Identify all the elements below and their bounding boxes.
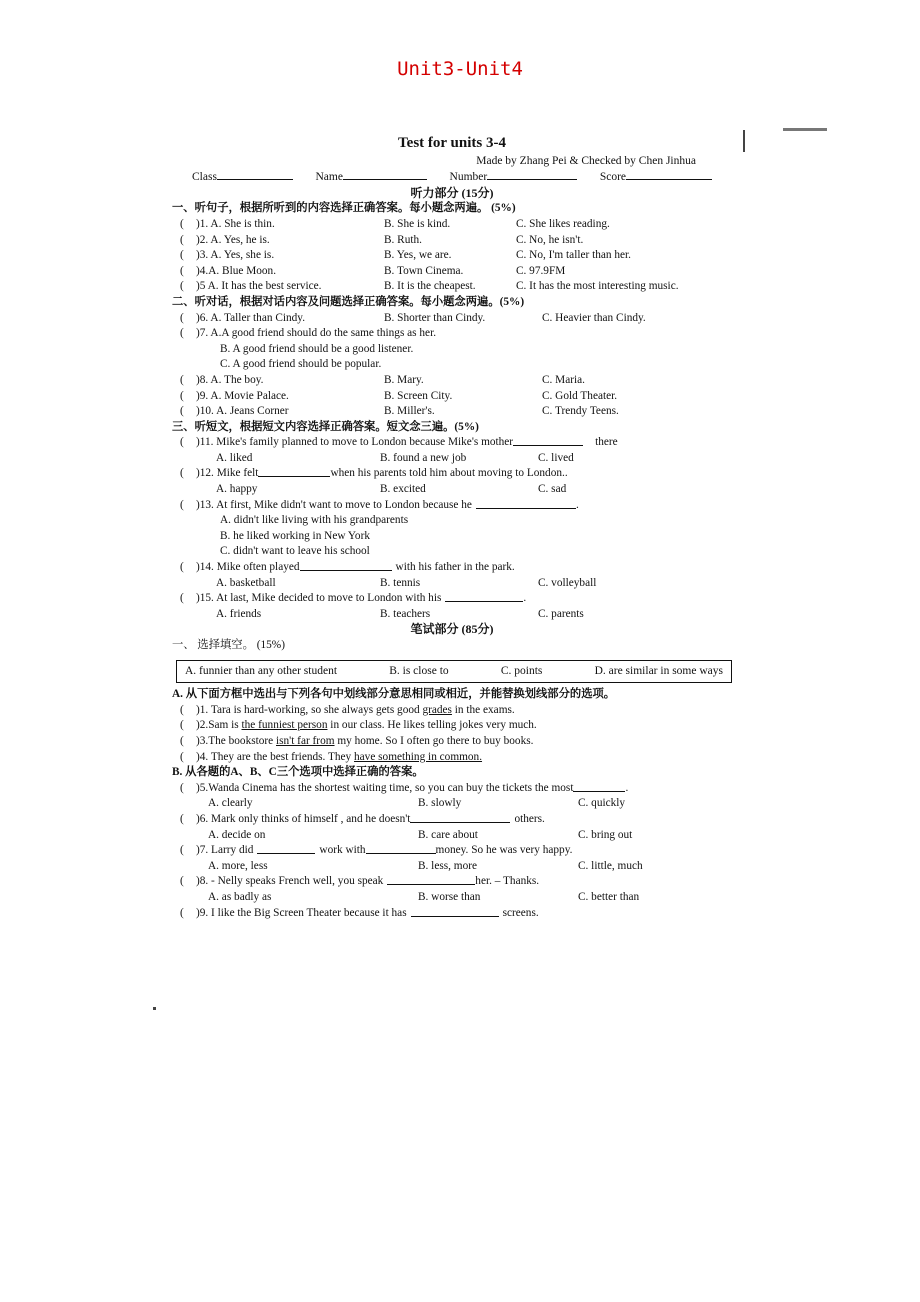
written-question-2: ( )2.Sam is the funniest person in our class. He likes telling jokes very much. (180, 719, 537, 732)
score-field[interactable]: Score (600, 169, 712, 186)
question-8: ( )8. A. The boy. B. Mary. C. Maria. (180, 373, 585, 386)
question-1: ( )1. A. She is thin. B. She is kind. C. She likes reading. (180, 217, 610, 230)
question-3: ( )3. A. Yes, she is. B. Yes, we are. C. No, I'm taller than her. (180, 249, 631, 262)
unit-title: Unit3-Unit4 (397, 58, 523, 80)
written-question-9: ( )9. I like the Big Screen Theater because it has screens. (180, 906, 539, 919)
written-question-5-options: A. clearly B. slowly C. quickly (208, 797, 626, 810)
written-question-7: ( )7. Larry did work with money. So he was very happy. (180, 844, 573, 857)
question-11: ( )11. Mike's family planned to move to London because Mike's mother there (180, 436, 618, 449)
section-3-heading: 三、听短文，根据短文内容选择正确答案。短文念三遍。(5%) (172, 420, 479, 433)
box-option-a: A. funnier than any other student (185, 664, 338, 677)
name-field[interactable]: Name (316, 169, 427, 186)
answer-options-box (176, 660, 732, 684)
question-11-options: A. liked B. found a new job C. lived (216, 451, 574, 464)
written-question-7-options: A. more, less B. less, more C. little, much (208, 859, 643, 872)
question-7-option-b: B. A good friend should be a good listener. (220, 342, 414, 355)
box-option-b: B. is close to (389, 664, 449, 677)
written-question-8-options: A. as badly as B. worse than C. better than (208, 890, 640, 903)
box-option-c: C. points (500, 664, 543, 677)
question-13-option-b: B. he liked working in New York (220, 529, 370, 542)
question-9: ( )9. A. Movie Palace. B. Screen City. C. Gold Theater. (180, 389, 618, 402)
written-section-1-heading: 一、 选择填空。 (15%) (172, 639, 285, 651)
question-12-options: A. happy B. excited C. sad (216, 483, 567, 496)
written-question-8: ( )8. - Nelly speaks French well, you speak her. – Thanks. (180, 875, 540, 888)
section-1-heading: 一、听句子，根据所听到的内容选择正确答案。每小题念两遍。 (5%) (172, 202, 516, 215)
test-byline: Made by Zhang Pei & Checked by Chen Jinhua (476, 154, 696, 167)
part-b-instructions: B. 从各题的A、B、C三个选项中选择正确的答案。 (172, 766, 424, 779)
written-question-5: ( )5.Wanda Cinema has the shortest waiting time, so you can buy the tickets the most . (180, 781, 629, 794)
class-field[interactable]: Class (192, 169, 293, 186)
listening-title: 听力部分 (15分) (410, 185, 494, 200)
question-4: ( )4.A. Blue Moon. B. Town Cinema. C. 97.9FM (180, 264, 566, 277)
question-13: ( )13. At first, Mike didn't want to move to London because he . (180, 498, 579, 511)
scan-corner-mark (783, 128, 827, 131)
question-14-options: A. basketball B. tennis C. volleyball (216, 576, 597, 589)
written-title: 笔试部分 (85分) (410, 622, 494, 637)
written-question-4: ( )4. They are the best friends. They have something in common. (180, 750, 483, 763)
question-7: ( )7. A.A good friend should do the same things as her. (180, 327, 437, 340)
written-question-3: ( )3.The bookstore isn't far from my home. So I often go there to buy books. (180, 734, 534, 747)
written-question-6: ( )6. Mark only thinks of himself , and he doesn't others. (180, 812, 545, 825)
question-10: ( )10. A. Jeans Corner B. Miller's. C. Trendy Teens. (180, 405, 619, 418)
scan-edge-mark (743, 130, 745, 152)
question-2: ( )2. A. Yes, he is. B. Ruth. C. No, he isn't. (180, 233, 584, 246)
question-6: ( )6. A. Taller than Cindy. B. Shorter than Cindy. C. Heavier than Cindy. (180, 311, 646, 324)
question-15: ( )15. At last, Mike decided to move to London with his . (180, 592, 527, 605)
question-14: ( )14. Mike often played with his father in the park. (180, 561, 515, 574)
question-13-option-c: C. didn't want to leave his school (220, 545, 370, 558)
question-7-option-c: C. A good friend should be popular. (220, 358, 382, 371)
question-13-option-a: A. didn't like living with his grandparents (220, 514, 409, 527)
scan-dot (153, 1007, 156, 1010)
test-title: Test for units 3-4 (398, 135, 506, 151)
student-info-line (172, 169, 732, 186)
box-option-d: D. are similar in some ways (594, 664, 723, 677)
test-paper (172, 136, 732, 921)
question-5: ( )5 A. It has the best service. B. It is the cheapest. C. It has the most interesting music. (180, 280, 679, 293)
part-a-instructions: A. 从下面方框中选出与下列各句中划线部分意思相同或相近，并能替换划线部分的选项。 (172, 688, 616, 701)
section-2-heading: 二、听对话，根据对话内容及问题选择正确答案。每小题念两遍。(5%) (172, 295, 525, 308)
question-15-options: A. friends B. teachers C. parents (216, 607, 584, 620)
written-question-6-options: A. decide on B. care about C. bring out (208, 828, 633, 841)
question-12: ( )12. Mike felt when his parents told him about moving to London.. (180, 467, 568, 480)
written-question-1: ( )1. Tara is hard-working, so she always gets good grades in the exams. (180, 703, 515, 716)
number-field[interactable]: Number (450, 169, 578, 186)
